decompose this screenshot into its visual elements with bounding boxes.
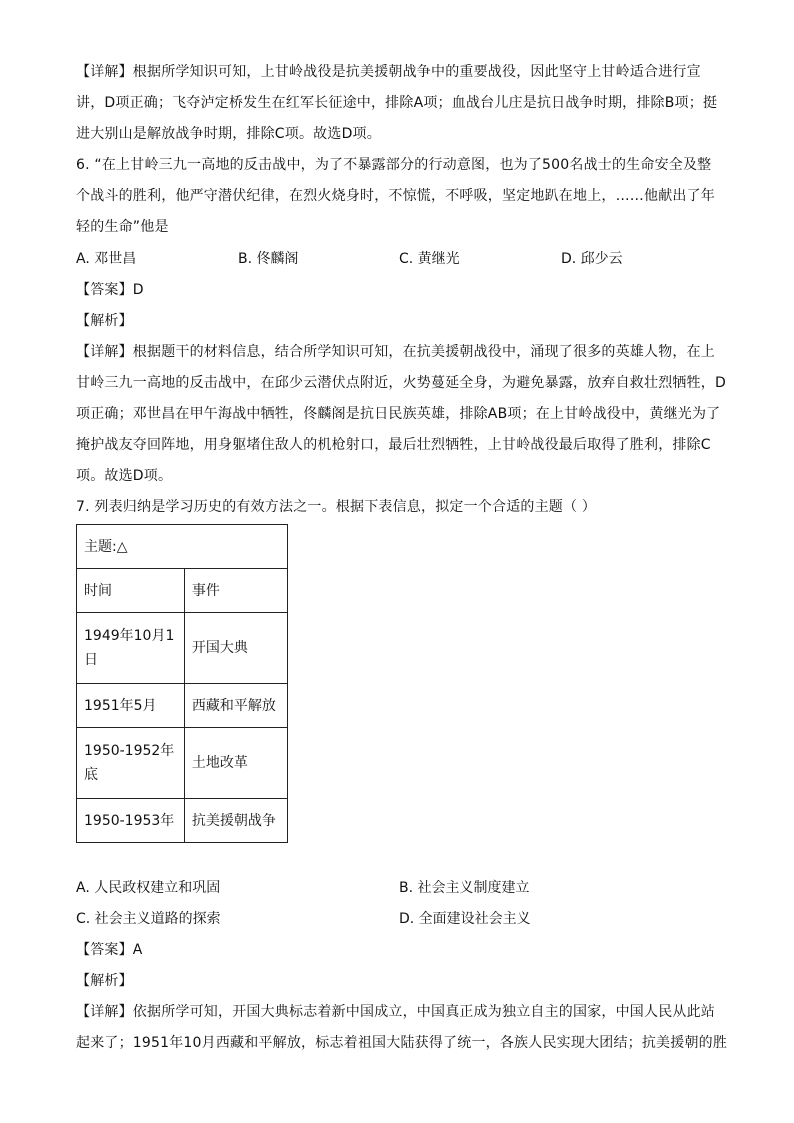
table-topic-row — [77, 525, 288, 569]
table-cell-event: 西藏和平解放 — [184, 684, 287, 728]
table-row — [77, 799, 288, 843]
q6-option-d: D. 邱少云 — [561, 251, 623, 267]
table-row — [77, 613, 288, 684]
table-row — [77, 684, 288, 728]
q6-detail-line-4: 掩护战友夺回阵地，用身躯堵住敌人的机枪射口，最后壮烈牺牲，上甘岭战役最后取得了胜利，排除C — [76, 437, 711, 453]
table-cell-event: 抗美援朝战争 — [184, 799, 287, 843]
table-cell-event: 土地改革 — [184, 728, 287, 799]
table-cell-time: 1949年10月1日 — [77, 613, 185, 684]
q6-analysis-label: 【解析】 — [76, 313, 133, 329]
q6-answer: 【答案】D — [76, 282, 144, 298]
q6-detail-line-5: 项。故选D项。 — [76, 468, 173, 484]
table-cell-event: 开国大典 — [184, 613, 287, 684]
q6-option-b: B. 佟麟阁 — [238, 251, 299, 267]
q7-option-a: A. 人民政权建立和巩固 — [76, 880, 221, 896]
q6-stem-line-3: 轻的生命”他是 — [76, 219, 169, 235]
table-header-time: 时间 — [77, 569, 185, 613]
q7-detail-line-2: 起来了；1951年10月西藏和平解放，标志着祖国大陆获得了统一，各族人民实现大团结；抗美援朝的胜 — [76, 1035, 728, 1051]
q5-detail-line-3: 进大别山是解放战争时期，排除C项。故选D项。 — [76, 126, 381, 142]
q7-option-d: D. 全面建设社会主义 — [399, 911, 531, 927]
table-topic-cell: 主题:△ — [77, 525, 288, 569]
q7-answer: 【答案】A — [76, 942, 143, 958]
table-row — [77, 728, 288, 799]
table-cell-time: 1951年5月 — [77, 684, 185, 728]
q6-stem-line-2: 个战斗的胜利，他严守潜伏纪律，在烈火烧身时，不惊慌，不呼吸，坚定地趴在地上，……他献出了年 — [76, 188, 715, 204]
table-header-row — [77, 569, 288, 613]
q6-stem-line-1: 6. “在上甘岭三九一高地的反击战中，为了不暴露部分的行动意图，也为了500名战士的生命安全及整 — [76, 157, 712, 173]
q6-detail-line-1: 【详解】根据题干的材料信息，结合所学知识可知，在抗美援朝战役中，涌现了很多的英雄人物，在上 — [76, 344, 715, 360]
table-cell-time: 1950-1952年底 — [77, 728, 185, 799]
q7-option-b: B. 社会主义制度建立 — [399, 880, 530, 896]
q7-detail-line-1: 【详解】依据所学可知，开国大典标志着新中国成立，中国真正成为独立自主的国家，中国人民从此站 — [76, 1004, 715, 1020]
q7-option-c: C. 社会主义道路的探索 — [76, 911, 221, 927]
q5-detail-line-1: 【详解】根据所学知识可知，上甘岭战役是抗美援朝战争中的重要战役，因此坚守上甘岭适合进行宣 — [76, 64, 701, 80]
q7-stem: 7. 列表归纳是学习历史的有效方法之一。根据下表信息，拟定一个合适的主题（ ） — [76, 499, 597, 515]
table-header-event: 事件 — [184, 569, 287, 613]
q6-detail-line-3: 项正确；邓世昌在甲午海战中牺牲，佟麟阁是抗日民族英雄，排除AB项；在上甘岭战役中，黄继光为了 — [76, 406, 721, 422]
q6-option-c: C. 黄继光 — [399, 251, 460, 267]
q5-detail-line-2: 讲，D项正确；飞夺泸定桥发生在红军长征途中，排除A项；血战台儿庄是抗日战争时期，排除B项；挺 — [76, 95, 718, 111]
q7-events-table — [76, 524, 288, 843]
q7-analysis-label: 【解析】 — [76, 973, 133, 989]
q6-option-a: A. 邓世昌 — [76, 251, 137, 267]
table-cell-time: 1950-1953年 — [77, 799, 185, 843]
q6-detail-line-2: 甘岭三九一高地的反击战中，在邱少云潜伏点附近，火势蔓延全身，为避免暴露，放弃自救壮烈牺牲，D — [76, 375, 726, 391]
